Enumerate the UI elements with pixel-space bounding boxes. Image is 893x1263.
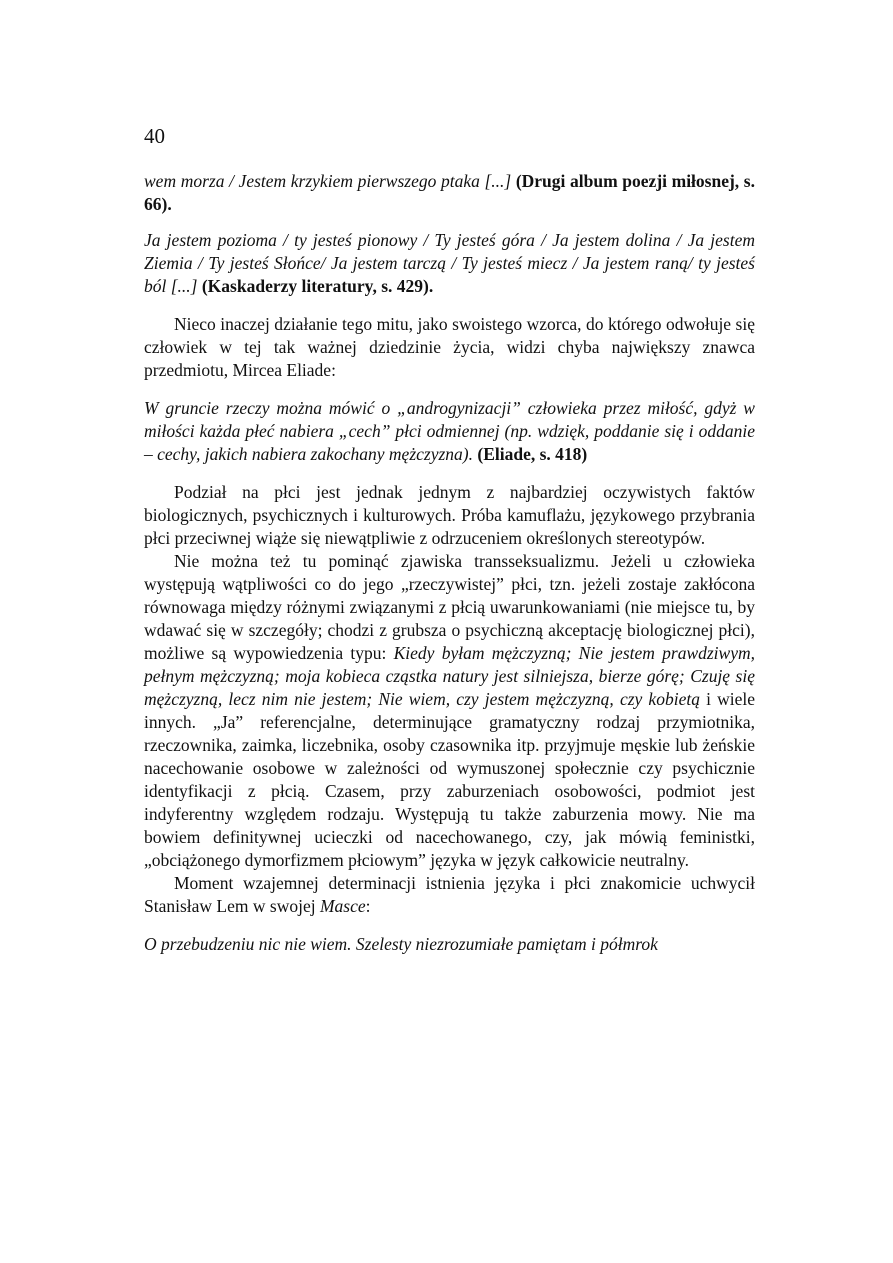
quote-text: W gruncie rzeczy można mówić o „androgynizacji” człowieka przez miłość, gdyż w miłości każda płeć nabiera „cech” płci odmiennej (np. wdzięk, poddanie się i oddanie – cechy, jakich nabiera zakochany mężczyzna). — [144, 398, 755, 464]
paragraph-eliade-intro: Nieco inaczej działanie tego mitu, jako swoistego wzorca, do którego odwołuje się człowiek w tej tak ważnej dziedzinie życia, widzi chyba największy znawca przedmiotu, Mircea Eliade: — [144, 314, 755, 380]
paragraph-lead: Nie można też tu pominąć zjawiska transseksualizmu. Jeżeli u człowieka występują wątpliwości co do jego „rzeczywistej” płci, tzn. jeżeli zostaje zakłócona równowaga między różnymi związanymi z płcią uwarunkowaniami (nie miejsce tu, by wdawać się w szczegóły; chodzi z grubsza o psychiczną akceptację biologicznej płci), możliwe są wypowiedzenia typu: — [144, 551, 755, 663]
paragraph-tail: i wiele innych. „Ja” referencjalne, determinujące gramatyczny rodzaj przymiotnika, rzeczownika, zaimka, liczebnika, osoby czasownika itp. przyjmuje męskie lub żeńskie nacechowanie osobowe w zależności od wymuszonej społecznie czy psychicznie identyfikacji z płcią. Czasem, przy zaburzeniach osobowości, podmiot jest indyferentny względem rodzaju. Występują tu także zaburzenia mowy. Nie ma bowiem definitywnej ucieczki od nacechowanego, czy, jak mówią feministki, „obciążonego dymorfizmem płciowym” języka w język całkowicie neutralny. — [144, 689, 755, 870]
paragraph-tail: : — [365, 896, 371, 916]
quote-source: (Drugi album poezji miłosnej, s. 66). — [144, 171, 755, 214]
page-number: 40 — [144, 124, 165, 148]
paragraph-sex-division: Podział na płci jest jednak jednym z najbardziej oczywistych faktów biologicznych, psychicznych i kulturowych. Próba kamuflażu, językowego przybrania płci przeciwnej wiąże się niewątpliwie z odrzuceniem określonych stereotypów. — [144, 482, 755, 548]
quote-lem: O przebudzeniu nic nie wiem. Szelesty niezrozumiałe pamiętam i półmrok — [144, 934, 658, 954]
quote-source: (Eliade, s. 418) — [477, 444, 588, 464]
example-utterances: Kiedy byłam mężczyzną; Nie jestem prawdziwym, pełnym mężczyzną; moja kobieca cząstka natury jest silniejsza, bierze górę; Czuję się mężczyzną, lecz nim nie jestem; Nie wiem, czy jestem mężczyzną, czy kobietą — [144, 643, 756, 709]
quote-source: (Kaskaderzy literatury, s. 429). — [201, 276, 434, 296]
quote-poetry-2 — [144, 229, 755, 298]
quote-eliade — [144, 397, 755, 466]
paragraph-transsexualism — [144, 550, 755, 872]
quote-text: wem morza / Jestem krzykiem pierwszego ptaka [...] — [144, 171, 512, 191]
body-text — [144, 170, 755, 956]
paragraph-lead: Moment wzajemnej determinacji istnienia języka i płci znakomicie uchwycił Stanisław Lem w swojej — [144, 873, 755, 916]
quote-text: Ja jestem pozioma / ty jesteś pionowy / Ty jesteś góra / Ja jestem dolina / Ja jestem Ziemia / Ty jesteś Słońce/ Ja jestem tarczą / Ty jesteś miecz / Ja jestem raną/ ty jesteś ból [...] — [144, 230, 755, 296]
book-title: Masce — [319, 896, 366, 916]
paragraph-lem — [144, 872, 755, 918]
quote-poetry-1 — [144, 170, 755, 216]
